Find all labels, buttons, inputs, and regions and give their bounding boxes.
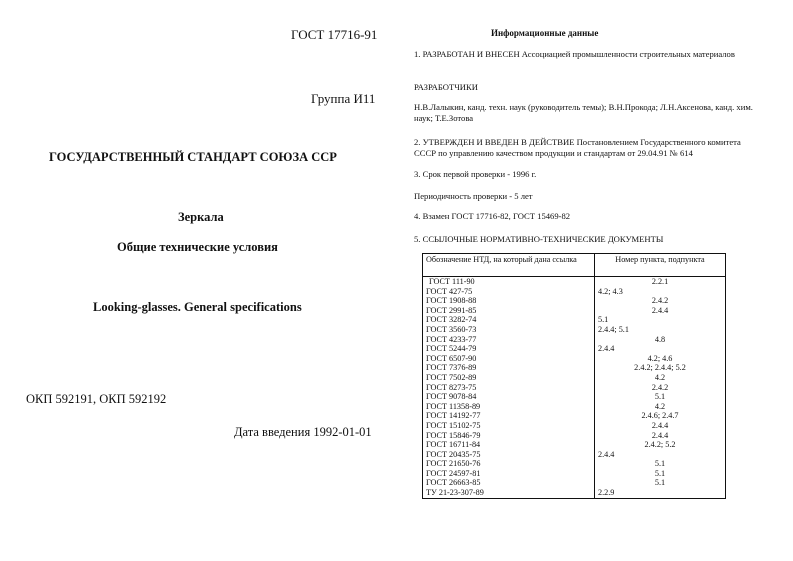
info-heading: Информационные данные — [491, 28, 599, 38]
table-cell-clause: 2.4.4 — [595, 431, 726, 441]
info-paragraph-references: 5. ССЫЛОЧНЫЕ НОРМАТИВНО-ТЕХНИЧЕСКИЕ ДОКУМЕНТЫ — [414, 234, 664, 244]
english-title: Looking-glasses. General specifications — [93, 300, 302, 314]
table-header-clause: Номер пункта, подпункта — [595, 254, 726, 277]
intro-date: Дата введения 1992-01-01 — [234, 425, 372, 439]
table-cell-clause: 5.1 — [595, 469, 726, 479]
info-paragraph-replaces: 4. Взамен ГОСТ 17716-82, ГОСТ 15469-82 — [414, 211, 571, 221]
table-row — [423, 315, 726, 325]
table-row — [423, 440, 726, 450]
table-row — [423, 411, 726, 421]
table-cell-document: ГОСТ 2991-85 — [423, 306, 595, 316]
table-cell-document: ГОСТ 427-75 — [423, 287, 595, 297]
table-body — [423, 277, 726, 499]
info-paragraph-approved: 2. УТВЕРЖДЕН И ВВЕДЕН В ДЕЙСТВИЕ Постановлением Государственного комитета СССР по управлению качеством продукции и стандартам от 29.04.91 № 614 — [414, 137, 741, 158]
table-cell-clause: 5.1 — [595, 478, 726, 488]
info-paragraph-review-period: Периодичность проверки - 5 лет — [414, 191, 533, 201]
table-cell-document: ГОСТ 3560-73 — [423, 325, 595, 335]
table-row — [423, 363, 726, 373]
table-cell-document: ГОСТ 26663-85 — [423, 478, 595, 488]
table-cell-document: ТУ 21-23-307-89 — [423, 488, 595, 498]
table-cell-clause: 2.4.2; 5.2 — [595, 440, 726, 450]
table-cell-clause: 2.2.9 — [595, 488, 726, 498]
state-standard: ГОСУДАРСТВЕННЫЙ СТАНДАРТ СОЮЗА ССР — [49, 150, 337, 164]
table-row — [423, 488, 726, 498]
table-row — [423, 383, 726, 393]
table-cell-clause: 4.2 — [595, 373, 726, 383]
table-cell-document: ГОСТ 8273-75 — [423, 383, 595, 393]
table-cell-document: ГОСТ 111-90 — [423, 277, 595, 287]
table-row — [423, 354, 726, 364]
table-cell-document: ГОСТ 1908-88 — [423, 296, 595, 306]
table-header-document: Обозначение НТД, на который дана ссылка — [423, 254, 595, 277]
info-paragraph-developers-label: РАЗРАБОТЧИКИ — [414, 82, 478, 92]
info-paragraph-developed: 1. РАЗРАБОТАН И ВНЕСЕН Ассоциацией промышленности строительных материалов — [414, 49, 735, 59]
table-row — [423, 478, 726, 488]
table-row — [423, 287, 726, 297]
table-row — [423, 325, 726, 335]
table-row — [423, 335, 726, 345]
okp-codes: ОКП 592191, ОКП 592192 — [26, 392, 167, 406]
table-cell-document: ГОСТ 6507-90 — [423, 354, 595, 364]
table-header-row — [423, 254, 726, 277]
table-row — [423, 450, 726, 460]
table-cell-document: ГОСТ 15846-79 — [423, 431, 595, 441]
table-cell-document: ГОСТ 24597-81 — [423, 469, 595, 479]
table-row — [423, 402, 726, 412]
table-row — [423, 344, 726, 354]
table-cell-clause: 2.4.2 — [595, 383, 726, 393]
table-row — [423, 373, 726, 383]
table-cell-clause: 4.2; 4.3 — [595, 287, 726, 297]
table-cell-document: ГОСТ 20435-75 — [423, 450, 595, 460]
references-table — [422, 253, 726, 499]
table-cell-clause: 2.4.2 — [595, 296, 726, 306]
table-cell-clause: 5.1 — [595, 392, 726, 402]
table-cell-document: ГОСТ 16711-84 — [423, 440, 595, 450]
table-row — [423, 421, 726, 431]
table-cell-document: ГОСТ 7376-89 — [423, 363, 595, 373]
table-cell-clause: 4.8 — [595, 335, 726, 345]
table-cell-clause: 2.2.1 — [595, 277, 726, 287]
table-row — [423, 431, 726, 441]
table-row — [423, 459, 726, 469]
table-cell-document: ГОСТ 21650-76 — [423, 459, 595, 469]
table-cell-clause: 2.4.4; 5.1 — [595, 325, 726, 335]
table-cell-clause: 2.4.4 — [595, 450, 726, 460]
gost-number: ГОСТ 17716-91 — [291, 27, 378, 42]
table-cell-clause: 5.1 — [595, 315, 726, 325]
table-row — [423, 392, 726, 402]
table-row — [423, 277, 726, 287]
table-cell-clause: 2.4.6; 2.4.7 — [595, 411, 726, 421]
table-cell-clause: 2.4.4 — [595, 344, 726, 354]
table-row — [423, 296, 726, 306]
info-paragraph-first-review: 3. Срок первой проверки - 1996 г. — [414, 169, 537, 179]
table-row — [423, 469, 726, 479]
table-cell-document: ГОСТ 15102-75 — [423, 421, 595, 431]
table-cell-clause: 4.2 — [595, 402, 726, 412]
document-subtitle: Общие технические условия — [117, 240, 278, 254]
table-cell-clause: 2.4.2; 2.4.4; 5.2 — [595, 363, 726, 373]
table-cell-clause: 5.1 — [595, 459, 726, 469]
table-cell-document: ГОСТ 4233-77 — [423, 335, 595, 345]
table-cell-clause: 4.2; 4.6 — [595, 354, 726, 364]
table-cell-document: ГОСТ 7502-89 — [423, 373, 595, 383]
group-code: Группа И11 — [311, 91, 376, 106]
table-cell-document: ГОСТ 14192-77 — [423, 411, 595, 421]
table-cell-document: ГОСТ 9078-84 — [423, 392, 595, 402]
document-title: Зеркала — [178, 210, 224, 224]
table-cell-document: ГОСТ 5244-79 — [423, 344, 595, 354]
info-paragraph-developers: Н.В.Лалыкин, канд. техн. наук (руководитель темы); В.Н.Прокода; Л.Н.Аксенова, канд. хим. наук; Т.Е.Зотова — [414, 102, 753, 123]
table-cell-clause: 2.4.4 — [595, 421, 726, 431]
table-cell-document: ГОСТ 3282-74 — [423, 315, 595, 325]
table-cell-document: ГОСТ 11358-89 — [423, 402, 595, 412]
table-row — [423, 306, 726, 316]
table-cell-clause: 2.4.4 — [595, 306, 726, 316]
